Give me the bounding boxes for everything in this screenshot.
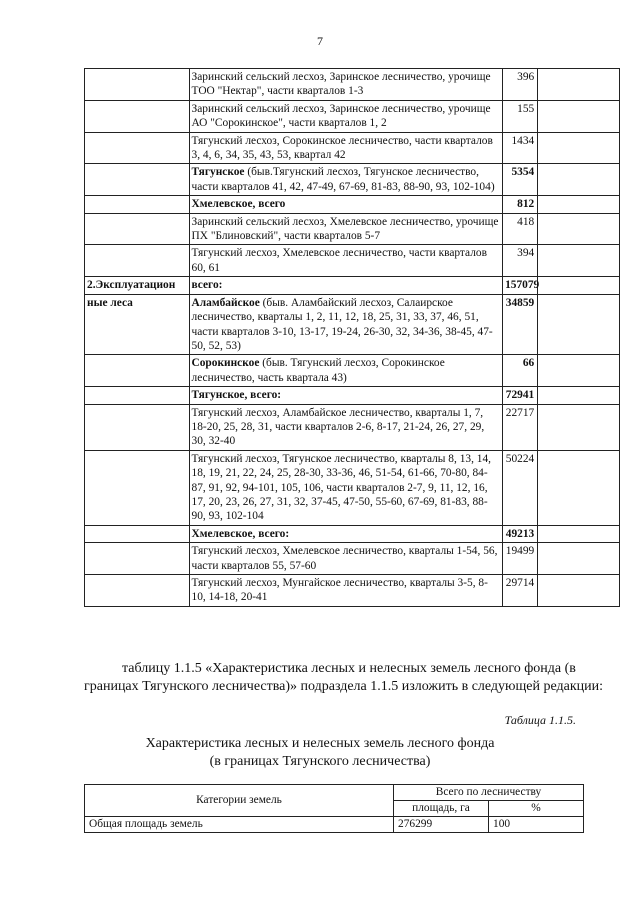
empty-cell — [538, 69, 620, 101]
area-ha-cell: 418 — [503, 213, 538, 245]
location-heading: Сорокинское — [191, 357, 260, 370]
amendment-paragraph: таблицу 1.1.5 «Характеристика лесных и нелесных земель лесного фонда (в границах Тягунского лесничества)» подраздела 1.1.5 изложить в следующей редакции: — [84, 661, 604, 694]
forest-category-cell — [85, 450, 190, 525]
page-number: 7 — [317, 34, 323, 48]
table-row — [85, 100, 620, 132]
forest-category-cell — [85, 213, 190, 245]
forest-category-cell — [85, 132, 190, 164]
location-cell — [189, 164, 503, 196]
header-category: Категории земель — [85, 785, 394, 817]
empty-cell — [538, 355, 620, 387]
table-reference: Таблица 1.1.5. — [504, 713, 576, 727]
empty-cell — [538, 213, 620, 245]
empty-cell — [538, 525, 620, 542]
location-heading: Аламбайское — [191, 296, 260, 309]
table-row — [85, 404, 620, 450]
location-cell — [189, 525, 503, 542]
forest-category-cell — [85, 69, 190, 101]
area-ha-cell: 72941 — [503, 387, 538, 404]
header-area: площадь, га — [394, 801, 489, 817]
area-ha-cell: 812 — [503, 196, 538, 213]
location-heading: Хмелевское, всего: — [191, 527, 290, 540]
area-ha-cell: 5354 — [503, 164, 538, 196]
location-heading: Тягунское, всего: — [191, 389, 282, 402]
header-total: Всего по лесничеству — [394, 785, 584, 801]
area-ha-cell: 29714 — [503, 575, 538, 607]
area-ha-cell: 19499 — [503, 543, 538, 575]
location-cell — [189, 245, 503, 277]
location-cell — [189, 196, 503, 213]
row-value-area: 276299 — [394, 817, 489, 833]
area-ha-cell: 394 — [503, 245, 538, 277]
forest-category-cell: 2.Эксплуатацион — [85, 277, 190, 294]
location-text: Тягунский лесхоз, Аламбайское лесничество, кварталы 1, 7, 18-20, 25, 28, 31, части кварталов 2-6, 8-17, 21-24, 26, 27, 29, 30, 32-40 — [191, 406, 485, 448]
forest-area-table — [84, 68, 620, 607]
location-cell — [189, 132, 503, 164]
forest-category-cell — [85, 525, 190, 542]
location-text: Тягунский лесхоз, Тягунское лесничество, кварталы 8, 13, 14, 18, 19, 21, 22, 24, 25, 28-30, 33-36, 46, 51-54, 61-66, 70-80, 84-87, 91, 92, 94-101, 105, 106, части кварталов 2-7, 9, 11, 12, 16, 17, 20, 23, 26, 27, 31, 32, 37-45, 47-50, 55-60, 67-69, 81-83, 88-90, 93, 102-104 — [191, 452, 492, 523]
location-cell — [189, 277, 503, 294]
table-row — [85, 525, 620, 542]
location-text: Тягунский лесхоз, Хмелевское лесничество, кварталы 1-54, 56, части кварталов 55, 57-60 — [191, 545, 498, 572]
empty-cell — [538, 196, 620, 213]
row-value-percent: 100 — [489, 817, 584, 833]
table-row — [85, 213, 620, 245]
location-heading: Хмелевское, всего — [191, 198, 286, 211]
location-text: (быв. Аламбайский лесхоз, Салаирское лесничество, кварталы 1, 2, 11, 12, 18, 25, 31, 33, 37, 46, 51, части кварталов 3-10, 13-17, 19-24, 26-30, 32, 34-36, 38-45, 47-50, 52, 53) — [191, 296, 493, 352]
location-cell — [189, 213, 503, 245]
location-cell — [189, 100, 503, 132]
location-text: Тягунский лесхоз, Мунгайское лесничество, кварталы 3-5, 8-10, 14-18, 20-41 — [191, 577, 488, 604]
forest-category-cell — [85, 575, 190, 607]
forest-category-cell — [85, 196, 190, 213]
empty-cell — [538, 294, 620, 355]
forest-category-cell — [85, 164, 190, 196]
area-ha-cell: 49213 — [503, 525, 538, 542]
table-title-line-2: (в границах Тягунского лесничества) — [209, 754, 431, 769]
area-ha-cell: 396 — [503, 69, 538, 101]
forest-category-cell — [85, 100, 190, 132]
forest-category-cell — [85, 387, 190, 404]
area-ha-cell: 66 — [503, 355, 538, 387]
location-text: Заринский сельский лесхоз, Заринское лесничество, урочище АО "Сорокинское", части кварталов 1, 2 — [191, 102, 491, 130]
empty-cell — [538, 387, 620, 404]
location-cell — [189, 69, 503, 101]
land-category-table — [84, 784, 584, 833]
table-row — [85, 132, 620, 164]
location-text: Тягунский лесхоз, Сорокинское лесничество, части кварталов 3, 4, 6, 34, 35, 43, 53, квартал 42 — [191, 134, 493, 162]
location-cell — [189, 404, 503, 450]
table-row — [85, 294, 620, 355]
location-text: (быв.Тягунский лесхоз, Тягунское лесничество, части кварталов 41, 42, 47-49, 67-69, 81-83, 88-90, 93, 102-104) — [191, 166, 495, 193]
area-ha-cell: 50224 — [503, 450, 538, 525]
location-heading: всего: — [191, 279, 223, 292]
empty-cell — [538, 543, 620, 575]
location-cell — [189, 387, 503, 404]
empty-cell — [538, 132, 620, 164]
table-row — [85, 387, 620, 404]
area-ha-cell: 34859 — [503, 294, 538, 355]
empty-cell — [538, 450, 620, 525]
forest-category-cell — [85, 355, 190, 387]
location-text: Тягунский лесхоз, Хмелевское лесничество, части кварталов 60, 61 — [191, 247, 487, 274]
table-row — [85, 196, 620, 213]
empty-cell — [538, 277, 620, 294]
empty-cell — [538, 575, 620, 607]
location-text: (быв. Тягунский лесхоз, Сорокинское лесничество, часть квартала 43) — [191, 357, 445, 384]
table-row — [85, 245, 620, 277]
forest-category-cell: ные леса — [85, 294, 190, 355]
area-ha-cell: 1434 — [503, 132, 538, 164]
location-cell — [189, 450, 503, 525]
location-heading: Тягунское — [191, 166, 245, 179]
forest-category-cell — [85, 245, 190, 277]
location-text: Заринский сельский лесхоз, Заринское лесничество, урочище ТОО "Нектар", части кварталов 1-3 — [191, 71, 491, 98]
row-label-total-area: Общая площадь земель — [85, 817, 394, 833]
location-cell — [189, 575, 503, 607]
table-row — [85, 450, 620, 525]
location-cell — [189, 355, 503, 387]
table-row — [85, 575, 620, 607]
table-row — [85, 277, 620, 294]
area-ha-cell: 155 — [503, 100, 538, 132]
table-row — [85, 543, 620, 575]
empty-cell — [538, 404, 620, 450]
table-title-line-1: Характеристика лесных и нелесных земель лесного фонда — [145, 736, 495, 751]
empty-cell — [538, 164, 620, 196]
forest-area-table-body — [85, 69, 620, 607]
location-text: Заринский сельский лесхоз, Хмелевское лесничество, урочище ПХ "Блиновский", части кварталов 5-7 — [191, 215, 499, 243]
forest-category-cell — [85, 404, 190, 450]
empty-cell — [538, 245, 620, 277]
header-percent: % — [489, 801, 584, 817]
table-row — [85, 69, 620, 101]
location-cell — [189, 294, 503, 355]
forest-category-cell — [85, 543, 190, 575]
empty-cell — [538, 100, 620, 132]
area-ha-cell: 157079 — [503, 277, 538, 294]
table-row — [85, 164, 620, 196]
location-cell — [189, 543, 503, 575]
table-row — [85, 355, 620, 387]
area-ha-cell: 22717 — [503, 404, 538, 450]
